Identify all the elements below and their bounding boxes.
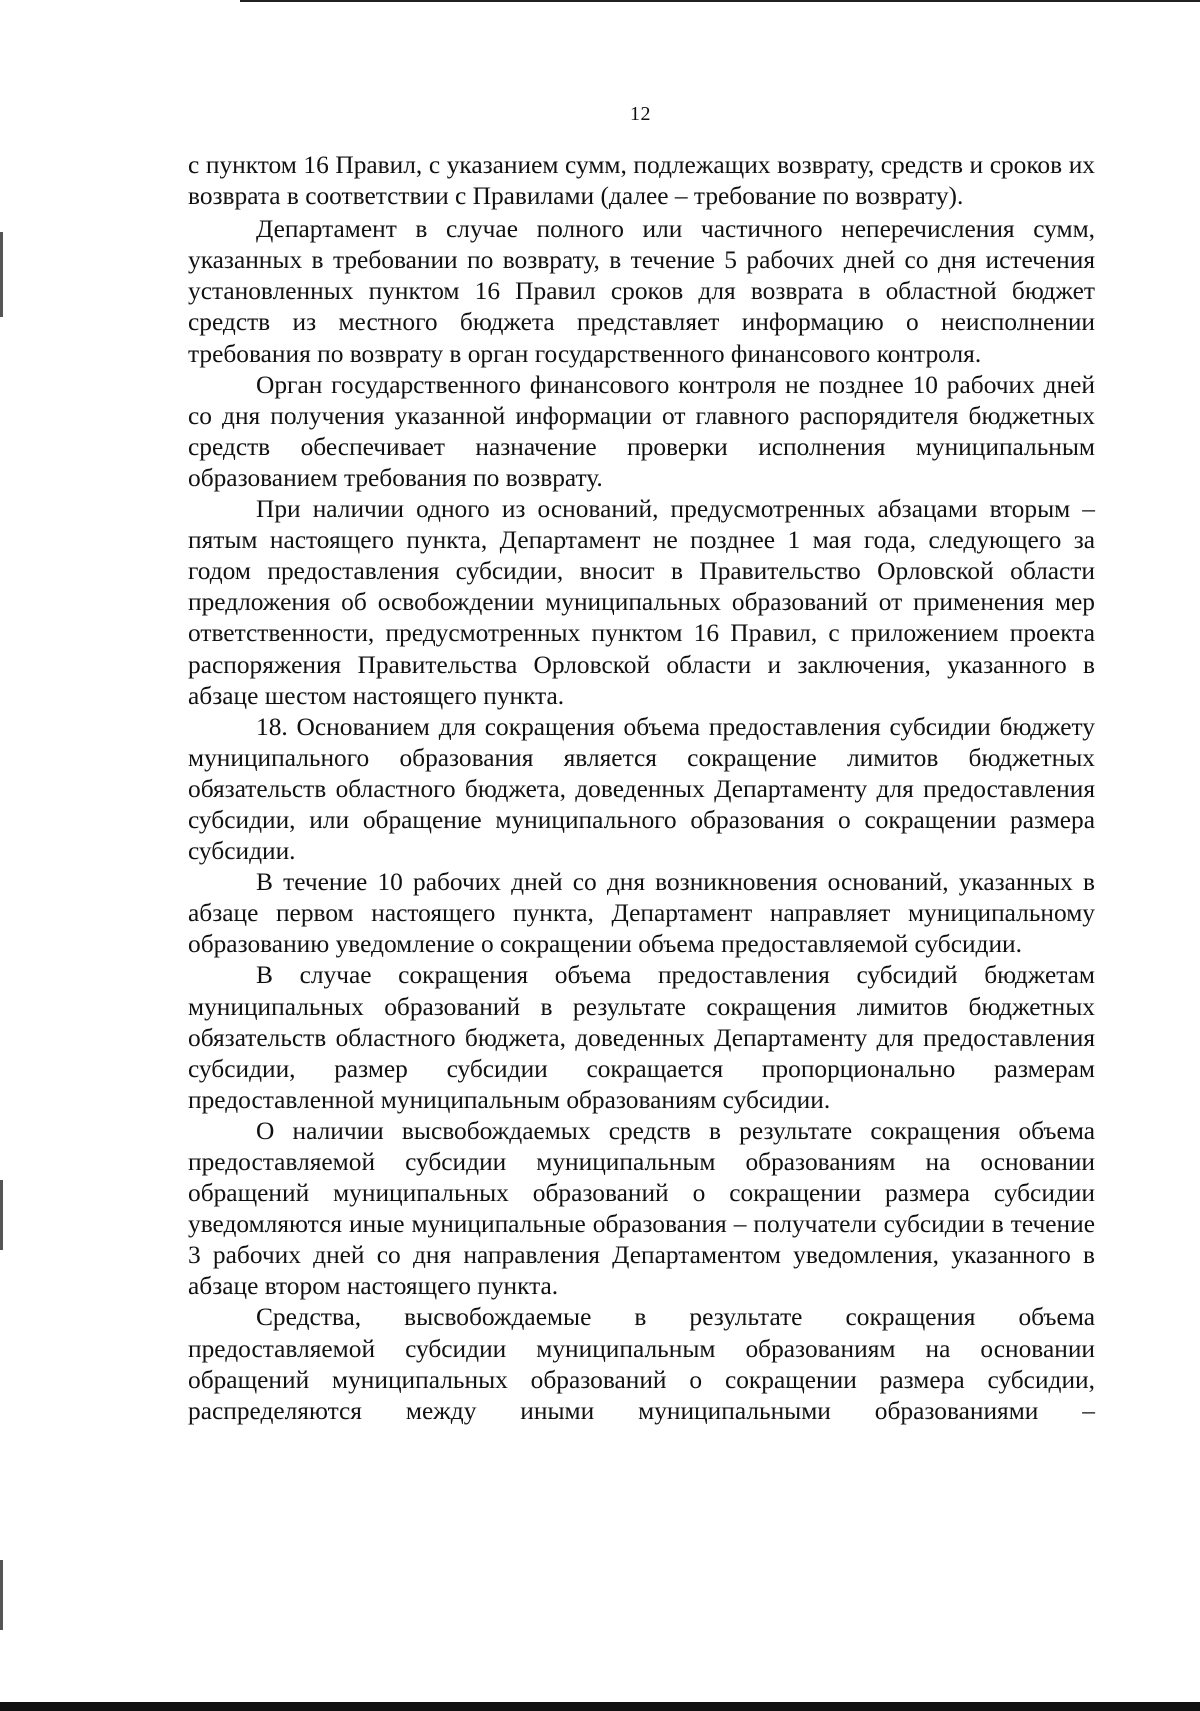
page-number: 12 [630,103,651,125]
scan-edge-bottom [0,1702,1200,1711]
paragraph: с пунктом 16 Правил, с указанием сумм, подлежащих возврату, средств и сроков их возврата в соответствии с Правилами (далее – требование по возврату). [188,151,1095,211]
scan-edge-mark [0,1560,3,1630]
scan-edge-mark [0,232,3,317]
paragraph: В течение 10 рабочих дней со дня возникновения оснований, указанных в абзаце первом настоящего пункта, Департамент направляет муниципальному образованию уведомление о сокращении объема предоставляемой субсидии. [188,868,1095,959]
scan-edge-mark [0,1180,3,1250]
paragraph: Департамент в случае полного или частичного неперечисления сумм, указанных в требовании по возврату, в течение 5 рабочих дней со дня истечения установленных пунктом 16 Правил сроков для возврата в областной бюджет средств из местного бюджета представляет информацию о неисполнении требования по возврату в орган государственного финансового контроля. [188,215,1095,368]
paragraph: Орган государственного финансового контроля не позднее 10 рабочих дней со дня получения указанной информации от главного распорядителя бюджетных средств обеспечивает назначение проверки исполнения муниципальным образованием требования по возврату. [188,370,1095,492]
paragraph: 18. Основанием для сокращения объема предоставления субсидии бюджету муниципального образования является сокращение лимитов бюджетных обязательств областного бюджета, доведенных Департаменту для предоставления субсидии, или обращение муниципального образования о сокращении размера субсидии. [188,712,1095,866]
paragraph: При наличии одного из оснований, предусмотренных абзацами вторым – пятым настоящего пункта, Департамент не позднее 1 мая года, следующего за годом предоставления субсидии, вносит в Правительство Орловской области предложения об освобождении муниципальных образований от применения мер ответственности, предусмотренных пунктом 16 Правил, с приложением проекта распоряжения Правительства Орловской области и заключения, указанного в абзаце шестом настоящего пункта. [188,495,1095,710]
scan-edge-top [240,0,1200,2]
paragraph: В случае сокращения объема предоставления субсидий бюджетам муниципальных образований в результате сокращения лимитов бюджетных обязательств областного бюджета, доведенных Департаменту для предоставления субсидии, размер субсидии сокращается пропорционально размерам предоставленной муниципальным образованиям субсидии. [188,961,1095,1114]
paragraph: Средства, высвобождаемые в результате сокращения объема предоставляемой субсидии муниципальным образованиям на основании обращений муниципальных образований о сокращении размера субсидии, распределяются между иными муниципальными образованиями – [188,1303,1095,1425]
paragraph: О наличии высвобождаемых средств в результате сокращения объема предоставляемой субсидии муниципальным образованиям на основании обращений муниципальных образований о сокращении размера субсидии уведомляются иные муниципальные образования – получатели субсидии в течение 3 рабочих дней со дня направления Департаментом уведомления, указанного в абзаце втором настоящего пункта. [188,1116,1095,1301]
document-body [188,150,1095,1427]
